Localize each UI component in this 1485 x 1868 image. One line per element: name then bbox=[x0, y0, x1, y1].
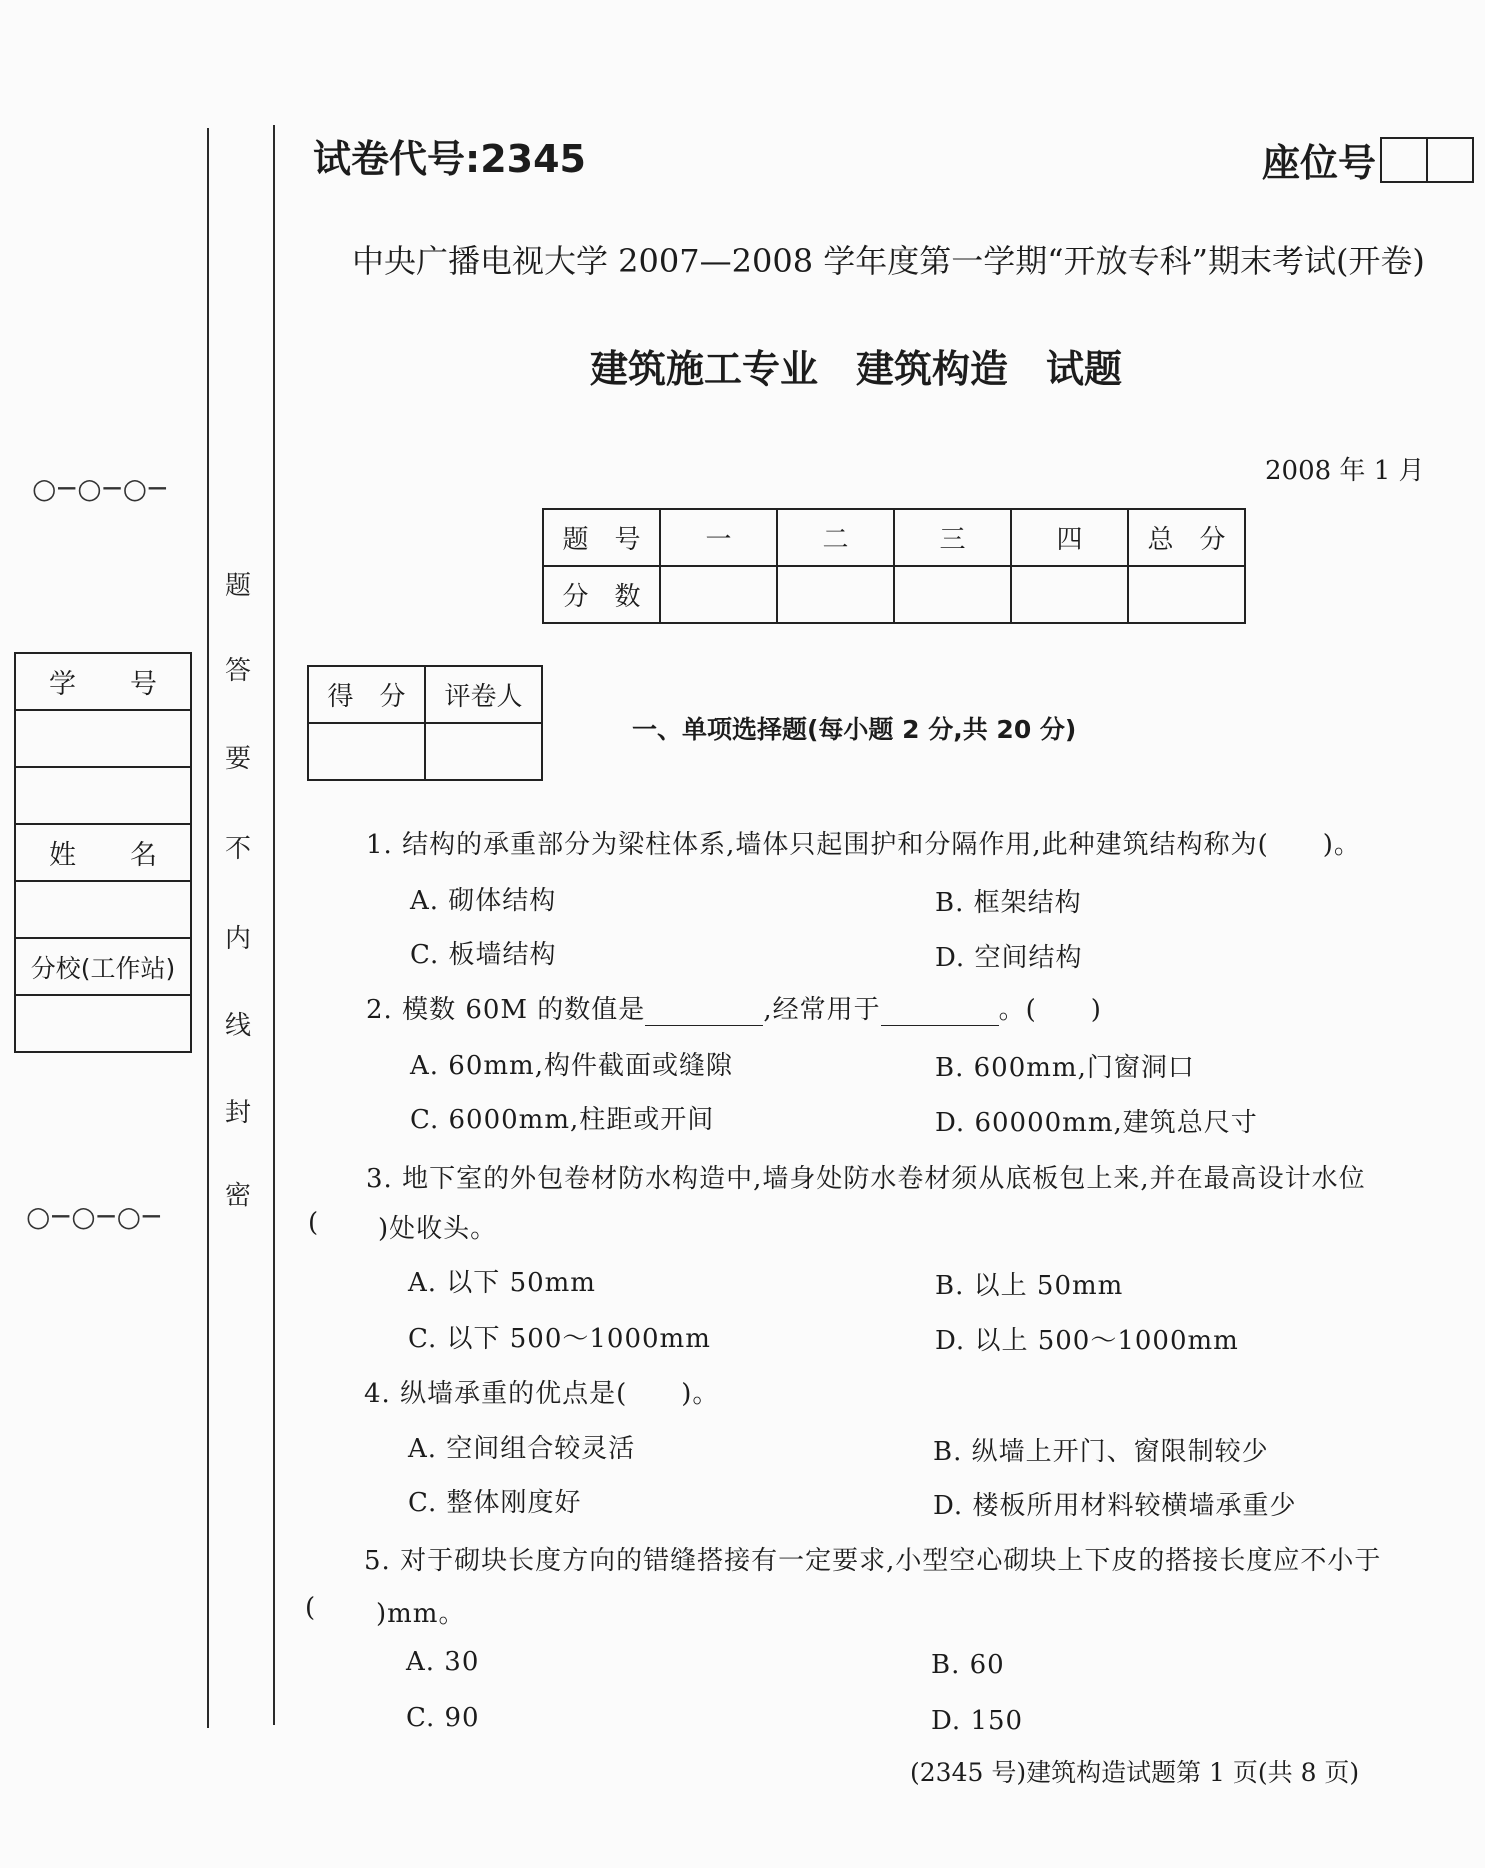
option-c: C. 以下 500～1000mm bbox=[408, 1324, 711, 1354]
question-2-part-b: ,经常用于 bbox=[763, 995, 881, 1025]
score-cell[interactable] bbox=[1011, 566, 1128, 623]
score-row-label: 分 数 bbox=[543, 566, 660, 623]
page-footer: (2345 号)建筑构造试题第 1 页(共 8 页) bbox=[910, 1758, 1360, 1787]
student-id-field-2[interactable] bbox=[15, 767, 191, 824]
student-name-label: 姓 名 bbox=[15, 824, 191, 881]
option-d: D. 60000mm,建筑总尺寸 bbox=[935, 1108, 1258, 1138]
score-cell[interactable] bbox=[894, 566, 1011, 623]
option-a: A. 30 bbox=[406, 1647, 480, 1677]
option-c: C. 板墙结构 bbox=[410, 940, 557, 970]
score-cell[interactable] bbox=[660, 566, 777, 623]
score-cell[interactable] bbox=[777, 566, 894, 623]
question-5: 5. 对于砌块长度方向的错缝搭接有一定要求,小型空心砌块上下皮的搭接长度应不小于 bbox=[364, 1546, 1382, 1576]
score-label: 得 分 bbox=[308, 666, 425, 723]
student-name-field[interactable] bbox=[15, 881, 191, 938]
exam-title: 中央广播电视大学 2007—2008 学年度第一学期“开放专科”期末考试(开卷) bbox=[352, 242, 1425, 280]
question-3-paren: ( bbox=[308, 1208, 320, 1238]
question-4: 4. 纵墙承重的优点是( )。 bbox=[364, 1379, 720, 1409]
seal-char: 线 bbox=[224, 1011, 251, 1041]
binding-holes-bottom: ○─○─○─ bbox=[26, 1200, 162, 1233]
option-d: D. 以上 500～1000mm bbox=[935, 1326, 1239, 1356]
seal-char: 密 bbox=[224, 1181, 251, 1211]
answer-blank[interactable] bbox=[645, 999, 763, 1026]
question-5-continued: )mm。 bbox=[376, 1599, 466, 1629]
section-title: 一、单项选择题(每小题 2 分,共 20 分) bbox=[632, 715, 1077, 744]
seal-char: 封 bbox=[224, 1098, 251, 1128]
option-c: C. 6000mm,柱距或开间 bbox=[410, 1105, 715, 1135]
seat-number-box[interactable] bbox=[1428, 137, 1474, 183]
score-field[interactable] bbox=[308, 723, 425, 780]
score-table bbox=[542, 508, 1246, 624]
option-d: D. 150 bbox=[931, 1706, 1024, 1736]
branch-label: 分校(工作站) bbox=[15, 938, 191, 995]
score-header-cell: 总 分 bbox=[1128, 509, 1245, 566]
option-a: A. 以下 50mm bbox=[408, 1268, 596, 1298]
option-d: D. 空间结构 bbox=[935, 943, 1083, 973]
question-3-continued: )处收头。 bbox=[378, 1214, 498, 1244]
question-2-part-a: 2. 模数 60M 的数值是 bbox=[366, 995, 646, 1025]
student-info-box bbox=[14, 652, 192, 1053]
score-header-cell: 三 bbox=[894, 509, 1011, 566]
option-b: B. 框架结构 bbox=[935, 888, 1082, 918]
seat-number bbox=[1262, 132, 1474, 187]
seal-char: 题 bbox=[224, 571, 251, 601]
question-3: 3. 地下室的外包卷材防水构造中,墙身处防水卷材须从底板包上来,并在最高设计水位 bbox=[366, 1164, 1366, 1194]
option-c: C. 整体刚度好 bbox=[408, 1488, 582, 1518]
score-header-cell: 二 bbox=[777, 509, 894, 566]
option-a: A. 空间组合较灵活 bbox=[408, 1434, 636, 1464]
binding-holes-top: ○─○─○─ bbox=[32, 472, 168, 505]
question-2 bbox=[366, 989, 1102, 1026]
margin-line-inner bbox=[273, 125, 275, 1725]
question-2-part-c: 。( ) bbox=[998, 995, 1102, 1025]
option-c: C. 90 bbox=[406, 1703, 480, 1733]
seat-number-label: 座位号 bbox=[1262, 141, 1377, 185]
score-header-cell: 四 bbox=[1011, 509, 1128, 566]
exam-date: 2008 年 1 月 bbox=[1265, 456, 1425, 486]
student-id-label: 学 号 bbox=[15, 653, 191, 710]
seal-char: 不 bbox=[224, 834, 251, 864]
seal-char: 要 bbox=[224, 744, 251, 774]
score-header-cell: 题 号 bbox=[543, 509, 660, 566]
grader-field[interactable] bbox=[425, 723, 542, 780]
seal-char: 答 bbox=[224, 656, 251, 686]
seat-number-box[interactable] bbox=[1380, 137, 1428, 183]
option-b: B. 60 bbox=[931, 1650, 1005, 1680]
grader-label: 评卷人 bbox=[425, 666, 542, 723]
option-a: A. 砌体结构 bbox=[410, 886, 557, 916]
seal-char: 内 bbox=[224, 924, 251, 954]
option-b: B. 以上 50mm bbox=[935, 1271, 1124, 1301]
question-5-paren: ( bbox=[305, 1593, 317, 1623]
margin-line-outer bbox=[207, 128, 209, 1728]
option-b: B. 600mm,门窗洞口 bbox=[935, 1053, 1195, 1083]
option-d: D. 楼板所用材料较横墙承重少 bbox=[933, 1491, 1297, 1521]
paper-code: 试卷代号:2345 bbox=[313, 137, 586, 181]
subject-title: 建筑施工专业 建筑构造 试题 bbox=[590, 347, 1123, 391]
student-id-field[interactable] bbox=[15, 710, 191, 767]
question-1: 1. 结构的承重部分为梁柱体系,墙体只起围护和分隔作用,此种建筑结构称为( )。 bbox=[366, 830, 1361, 860]
option-b: B. 纵墙上开门、窗限制较少 bbox=[933, 1437, 1269, 1467]
option-a: A. 60mm,构件截面或缝隙 bbox=[410, 1051, 733, 1081]
score-header-cell: 一 bbox=[660, 509, 777, 566]
answer-blank[interactable] bbox=[881, 999, 999, 1026]
score-cell[interactable] bbox=[1128, 566, 1245, 623]
branch-field[interactable] bbox=[15, 995, 191, 1052]
grader-box bbox=[307, 665, 543, 781]
